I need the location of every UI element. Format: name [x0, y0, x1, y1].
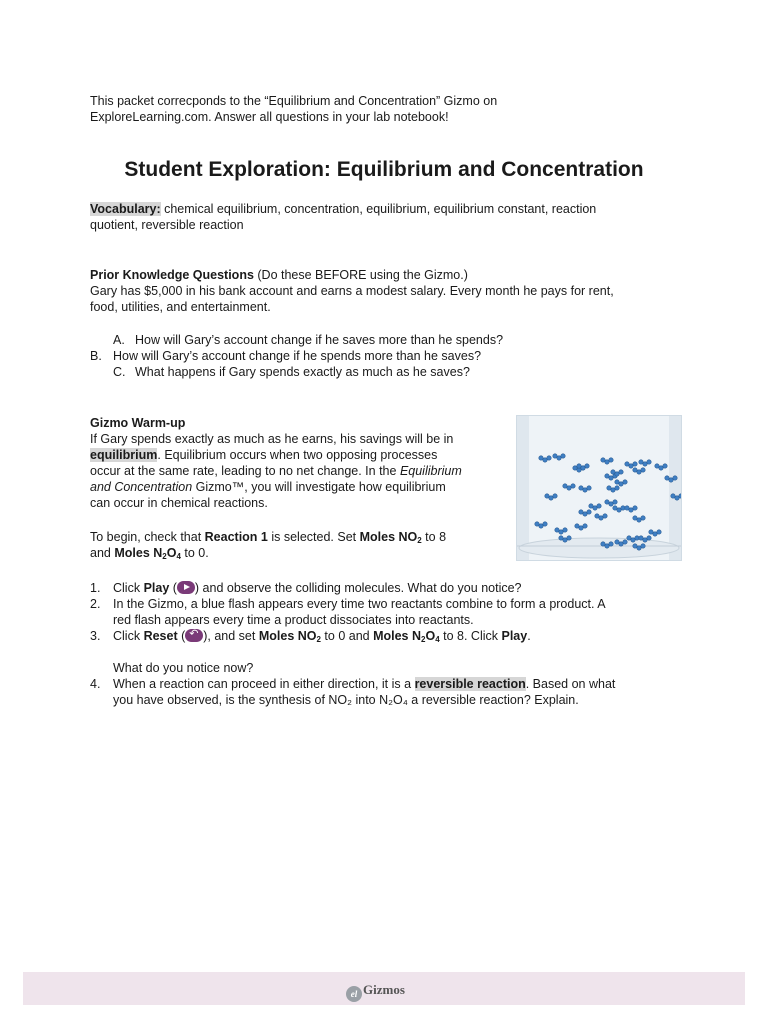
molecule-beaker-svg [517, 416, 681, 560]
molecule-atom [583, 524, 587, 528]
step-number: 2. [90, 597, 101, 611]
molecule-atom [595, 514, 599, 518]
molecule-atom [605, 500, 609, 504]
question-marker: A. [113, 333, 125, 347]
prior-note: (Do these BEFORE using the Gizmo.) [253, 268, 468, 282]
molecule-atom [571, 484, 575, 488]
molecule-atom [629, 508, 633, 512]
molecule-atom [641, 544, 645, 548]
molecule-atom [639, 460, 643, 464]
warmup-text: If Gary spends exactly as much as he earns, his savings will be in [90, 432, 454, 446]
molecule-atom [535, 522, 539, 526]
prior-knowledge-section [90, 267, 680, 315]
molecule-atom [641, 468, 645, 472]
procedure-steps [90, 580, 680, 708]
molecule-atom [573, 466, 577, 470]
molecule-atom [603, 514, 607, 518]
warmup-text: occur at the same rate, leading to no net change. In the [90, 464, 400, 478]
warmup-heading: Gizmo Warm-up [90, 416, 186, 430]
molecule-atom [587, 510, 591, 514]
molecule-atom [597, 504, 601, 508]
molecule-atom [581, 466, 585, 470]
molecule-atom [589, 504, 593, 508]
molecule-atom [559, 530, 563, 534]
instruction-text: To begin, check that [90, 530, 205, 544]
molecule-atom [559, 536, 563, 540]
molecule-atom [553, 454, 557, 458]
molecule-atom [575, 524, 579, 528]
prior-question-list [90, 332, 680, 380]
reset-button-icon [185, 629, 203, 642]
molecule-atom [669, 478, 673, 482]
molecule-atom [675, 496, 679, 500]
moles-label: O [166, 546, 177, 560]
molecule-atom [563, 528, 567, 532]
molecule-atom [619, 470, 623, 474]
molecule-atom [657, 530, 661, 534]
molecule-atom [539, 456, 543, 460]
molecule-atom [619, 542, 623, 546]
molecule-atom [593, 506, 597, 510]
moles-label: Moles N [373, 629, 422, 643]
molecule-atom [539, 524, 543, 528]
begin-instructions [90, 529, 500, 561]
prior-text-2: food, utilities, and entertainment. [90, 300, 271, 314]
moles-label: O [425, 629, 436, 643]
step-text: ( [169, 581, 177, 595]
question-text: What happens if Gary spends exactly as much as he saves? [135, 365, 470, 379]
molecule-atom [557, 456, 561, 460]
warmup-text: Gizmo™, you will investigate how equilibrium [192, 480, 446, 494]
subscript: 2 [417, 536, 422, 545]
list-item [90, 348, 680, 364]
molecule-atom [655, 464, 659, 468]
step-text: red flash appears every time a product dissociates into reactants. [113, 613, 474, 627]
molecule-atom [659, 466, 663, 470]
molecule-atom [549, 496, 553, 500]
step-number: 4. [90, 677, 101, 691]
reaction-label: Reaction 1 [204, 530, 268, 544]
gizmos-logo [346, 982, 405, 1002]
molecule-atom [647, 536, 651, 540]
step-text: Click [113, 629, 144, 643]
molecule-atom [615, 486, 619, 490]
molecule-atom [577, 464, 581, 468]
step-text: ), and set [203, 629, 259, 643]
molecule-atom [607, 486, 611, 490]
question-text: How will Gary’s account change if he spends more than he saves? [113, 349, 482, 363]
molecule-atom [599, 516, 603, 520]
subscript: 4 [176, 552, 181, 561]
step-text: to 0 and [320, 629, 374, 643]
list-item [90, 332, 680, 348]
instruction-text: is selected. Set [267, 530, 360, 544]
molecule-atom [585, 464, 589, 468]
molecule-atom [583, 512, 587, 516]
instruction-text: to 8 [421, 530, 447, 544]
moles-label: Moles N [114, 546, 163, 560]
gizmo-name: Equilibrium [399, 464, 462, 478]
step-text: . [527, 629, 531, 643]
molecule-atom [553, 494, 557, 498]
play-label: Play [143, 581, 170, 595]
moles-label: Moles NO [258, 629, 317, 643]
question-text: How will Gary’s account change if he saves more than he spends? [135, 333, 504, 347]
molecule-atom [605, 460, 609, 464]
question-marker: C. [113, 365, 126, 379]
molecule-atom [627, 536, 631, 540]
molecule-atom [647, 460, 651, 464]
molecule-atom [643, 538, 647, 542]
molecule-atom [579, 526, 583, 530]
beaker-illustration [516, 415, 682, 561]
list-item [90, 596, 680, 628]
molecule-atom [579, 486, 583, 490]
molecule-atom [623, 540, 627, 544]
prior-heading: Prior Knowledge Questions [90, 268, 254, 282]
molecule-atom [543, 458, 547, 462]
molecule-atom [547, 456, 551, 460]
molecule-atom [637, 546, 641, 550]
molecule-atom [601, 458, 605, 462]
step-text: . Based on what [525, 677, 616, 691]
explorelearning-logo-icon: el [346, 986, 362, 1002]
molecule-atom [609, 476, 613, 480]
step-text: When a reaction can proceed in either direction, it is a [113, 677, 415, 691]
list-item [90, 628, 680, 644]
molecule-atom [609, 502, 613, 506]
warmup-text: can occur in chemical reactions. [90, 496, 268, 510]
molecule-atom [629, 464, 633, 468]
step-followup: What do you notice now? [113, 661, 254, 675]
molecule-atom [619, 482, 623, 486]
molecule-atom [555, 528, 559, 532]
molecule-atom [543, 522, 547, 526]
molecule-atom [673, 476, 677, 480]
list-item [90, 580, 680, 596]
molecule-atom [633, 544, 637, 548]
reset-label: Reset [143, 629, 178, 643]
step-text: Click [113, 581, 144, 595]
molecule-atom [637, 518, 641, 522]
molecule-atom [611, 488, 615, 492]
molecule-atom [625, 506, 629, 510]
molecule-atom [631, 538, 635, 542]
molecule-atom [613, 500, 617, 504]
molecule-atom [583, 488, 587, 492]
molecule-atom [613, 506, 617, 510]
warmup-section [90, 415, 500, 511]
molecule-atom [625, 462, 629, 466]
molecule-atom [567, 486, 571, 490]
molecule-atom [665, 476, 669, 480]
molecule-atom [567, 536, 571, 540]
step-number: 3. [90, 629, 101, 643]
molecule-atom [633, 516, 637, 520]
molecule-atom [605, 474, 609, 478]
step-text: you have observed, is the synthesis of NO₂ into N₂O₄ a reversible reaction? Explain. [113, 693, 579, 707]
molecule-atom [623, 480, 627, 484]
step-number: 1. [90, 581, 101, 595]
molecule-atom [671, 494, 675, 498]
molecule-atom [653, 532, 657, 536]
intro-line-1: This packet correcponds to the “Equilibrium and Concentration” Gizmo on [90, 94, 498, 108]
moles-label: Moles NO [359, 530, 418, 544]
subscript: 2 [421, 635, 426, 644]
warmup-text: . Equilibrium occurs when two opposing processes [157, 448, 438, 462]
intro-line-2: ExploreLearning.com. Answer all questions in your lab notebook! [90, 110, 449, 124]
molecule-atom [605, 544, 609, 548]
play-button-icon [177, 581, 195, 594]
molecule-atom [637, 470, 641, 474]
instruction-text: and [90, 546, 115, 560]
molecule-atom [587, 486, 591, 490]
molecule-atom [563, 484, 567, 488]
step-text: In the Gizmo, a blue flash appears every time two reactants combine to form a product. A [113, 597, 606, 611]
vocabulary-terms-2: quotient, reversible reaction [90, 218, 244, 232]
subscript: 2 [162, 552, 167, 561]
reversible-reaction-term: reversible reaction [414, 677, 526, 691]
instruction-text: to 0. [180, 546, 209, 560]
molecule-atom [679, 494, 681, 498]
molecule-atom [609, 542, 613, 546]
prior-text-1: Gary has $5,000 in his bank account and earns a modest salary. Every month he pays for rent, [90, 284, 614, 298]
vocabulary-section [90, 201, 680, 233]
subscript: 2 [316, 635, 321, 644]
logo-text: Gizmos [363, 982, 405, 997]
equilibrium-term: equilibrium [90, 448, 158, 462]
molecule-atom [649, 530, 653, 534]
molecule-atom [609, 458, 613, 462]
molecule-atom [601, 542, 605, 546]
list-item [90, 364, 680, 380]
subscript: 4 [435, 635, 440, 644]
intro-text [90, 93, 690, 125]
page-title: Student Exploration: Equilibrium and Concentration [124, 158, 644, 181]
molecule-atom [545, 494, 549, 498]
molecule-atom [579, 510, 583, 514]
molecule-atom [563, 538, 567, 542]
molecule-atom [663, 464, 667, 468]
step-text: ) and observe the colliding molecules. What do you notice? [194, 581, 522, 595]
list-item [90, 676, 680, 708]
step-text: ( [177, 629, 186, 643]
question-marker: B. [90, 349, 102, 363]
molecule-atom [611, 470, 615, 474]
gizmo-name: and Concentration [90, 480, 193, 494]
molecule-atom [633, 468, 637, 472]
vocabulary-terms-1: chemical equilibrium, concentration, equilibrium, equilibrium constant, reaction [160, 202, 597, 216]
molecule-atom [641, 516, 645, 520]
molecule-atom [633, 462, 637, 466]
molecule-atom [615, 540, 619, 544]
molecule-atom [643, 462, 647, 466]
play-label: Play [501, 629, 528, 643]
molecule-atom [561, 454, 565, 458]
vocabulary-label: Vocabulary: [90, 202, 161, 216]
molecule-atom [615, 472, 619, 476]
molecule-atom [639, 536, 643, 540]
molecule-atom [615, 480, 619, 484]
molecule-atom [633, 506, 637, 510]
step-text: to 8. Click [439, 629, 502, 643]
molecule-atom [617, 508, 621, 512]
